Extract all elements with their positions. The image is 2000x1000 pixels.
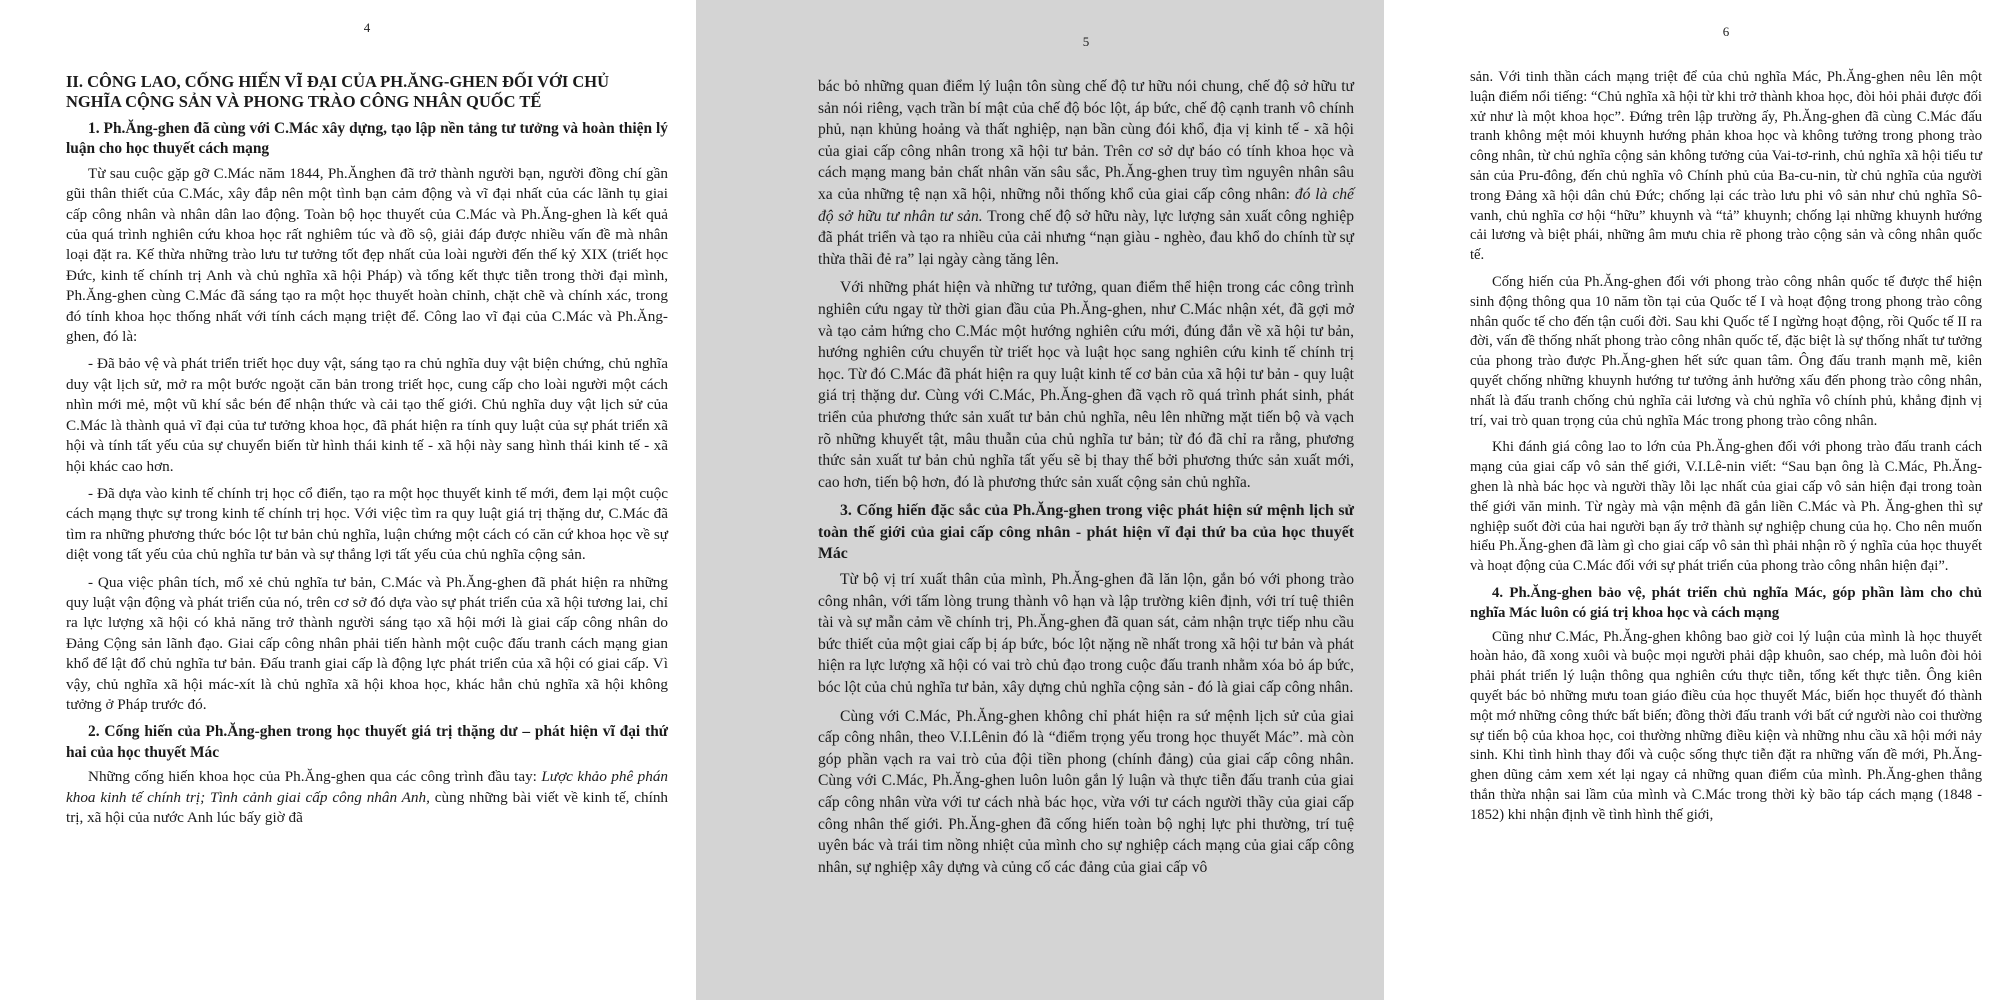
paragraph-rest: Trong chế độ sở hữu này, lực lượng sản xuất công nghiệp đã phát triển và tạo ra nhiều của cải nhưng “nạn giàu - nghèo, đau khổ do chính từ sự thừa thãi đẻ ra” lại ngày càng tăng lên.: [818, 207, 1354, 268]
page-6: [1384, 0, 2000, 1000]
paragraph: Khi đánh giá công lao to lớn của Ph.Ăng-ghen đối với phong trào đấu tranh cách mạng của giai cấp vô sản thế giới, V.I.Lê-nin viết: “Sau bạn ông là C.Mác, Ph.Ăng-ghen là nhà bác học và người thầy lỗi lạc nhất của giai cấp vô sản hiện đại trong toàn thế giới văn minh. Từ ngày mà vận mệnh đã gắn liền C.Mác và Ph. Ăng-ghen thì sự nghiệp suốt đời của hai người bạn ấy trở thành sự nghiệp chung của họ. Cho nên muốn hiểu Ph.Ăng-ghen đã làm gì cho giai cấp vô sản thì phải nhận rõ ý nghĩa của học thuyết và hoạt động của C.Mác đối với sự phát triển của phong trào công nhân hiện đại”.: [1470, 439, 1982, 575]
page-number: 6: [1722, 24, 1730, 39]
paragraph: Cùng với C.Mác, Ph.Ăng-ghen không chỉ phát hiện ra sứ mệnh lịch sử của giai cấp công nhân, theo V.I.Lênin đó là “điểm trọng yếu trong học thuyết Mác”. mà còn góp phần vạch ra vai trò của đội tiền phong (chính đảng) của giai cấp công nhân. Cùng với C.Mác, Ph.Ăng-ghen luôn luôn gắn lý luận và thực tiễn đấu tranh của giai cấp công nhân vừa với tư cách nhà bác học, vừa với tư cách người thầy của giai cấp công nhân thế giới. Ph.Ăng-ghen đã cống hiến toàn bộ nghị lực phi thường, trí tuệ uyên bác và trái tim nồng nhiệt của mình cho sự nghiệp cách mạng của giai cấp công nhân, sự nghiệp xây dựng và củng cố các đảng của giai cấp vô: [818, 707, 1354, 876]
paragraph: Từ bộ vị trí xuất thân của mình, Ph.Ăng-ghen đã lăn lộn, gắn bó với phong trào công nhân, với tấm lòng trung thành vô hạn và lập trường kiên định, với trí tuệ thiên tài và sự mẫn cảm về chính trị, Ph.Ăng-ghen đã quan sát, cảm nhận trực tiếp nhu cầu bức thiết của một giai cấp bị áp bức, bóc lột nặng nề nhất trong xã hội tư bản và phát hiện ra lực lượng xã hội có vai trò chủ đạo trong cuộc đấu tranh nhằm xóa bỏ áp bức, bóc lột của chủ nghĩa tư bản, xây dựng chủ nghĩa cộng sản - đó là giai cấp công nhân.: [818, 571, 1354, 697]
italic-work-titles: Lược khảo phê phán khoa kinh tế chính trị; Tình cảnh giai cấp công nhân Anh,: [66, 768, 669, 806]
page-number: 4: [363, 20, 371, 35]
paragraph-intro: Những cống hiến khoa học của Ph.Ăng-ghen qua các công trình đầu tay:: [88, 768, 537, 786]
paragraph: Cống hiến của Ph.Ăng-ghen đối với phong trào công nhân quốc tế được thể hiện sinh động thông qua 10 năm tồn tại của Quốc tế I và hoạt động trong phong trào công nhân quốc tế cho đến tận cuối đời. Sau khi Quốc tế I ngừng hoạt động, rồi Quốc tế II ra đời, vấn đề thống nhất phong trào công nhân quốc tế, đặc biệt là sự thống nhất tư tưởng của phong trào được Ph.Ăng-ghen hết sức quan tâm. Ông đấu tranh mạnh mẽ, kiên quyết chống những khuynh hướng tư tưởng ảnh hưởng xấu đến phong trào công nhân, nhất là đấu tranh chống chủ nghĩa cải lương và chủ nghĩa vô chính phủ, khẳng định vị trí, vai trò quan trọng của chủ nghĩa Mác trong phong trào công nhân.: [1470, 273, 1982, 429]
subheading-1: 1. Ph.Ăng-ghen đã cùng với C.Mác xây dựng, tạo lập nền tảng tư tưởng và hoàn thiện lý luận cho học thuyết cách mạng: [66, 120, 668, 158]
paragraph: - Đã dựa vào kinh tế chính trị học cổ điển, tạo ra một học thuyết kinh tế mới, đem lại một cuộc cách mạng thực sự trong kinh tế chính trị học. Với việc tìm ra quy luật giá trị thặng dư, C.Mác đã tìm ra những phương thức bóc lột tư bản chủ nghĩa, luận chứng một cách có căn cứ khoa học về sự diệt vong tất yếu của chủ nghĩa tư bản và sự thắng lợi tất yếu của chủ nghĩa cộng sản.: [66, 484, 668, 564]
page-4: [0, 0, 696, 1000]
paragraph: - Qua việc phân tích, mổ xẻ chủ nghĩa tư bản, C.Mác và Ph.Ăng-ghen đã phát hiện ra những quy luật vận động và phát triển của nó, trên cơ sở đó dựa vào sự phát triển của xã hội tương lai, chỉ ra lực lượng xã hội có khả năng trở thành người sáng tạo xã hội mới là giai cấp công nhân do Đảng Cộng sản lãnh đạo. Giai cấp công nhân phải tiến hành một cuộc đấu tranh cách mạng gian khổ để lật đổ chủ nghĩa tư bản. Đấu tranh giai cấp là động lực phát triển của xã hội có giai cấp. Vì vậy, chủ nghĩa xã hội mác-xít là chủ nghĩa xã hội khoa học, khác hẳn chủ nghĩa xã hội không tưởng ở Pháp trước đó.: [66, 573, 668, 713]
subheading-2: 2. Cống hiến của Ph.Ăng-ghen trong học thuyết giá trị thặng dư – phát hiện vĩ đại thứ hai của học thuyết Mác: [66, 723, 668, 761]
paragraph: Cũng như C.Mác, Ph.Ăng-ghen không bao giờ coi lý luận của mình là học thuyết hoàn hảo, đã xong xuôi và buộc mọi người phải dập khuôn, sao chép, mà luôn đòi hỏi phải phát triển lý luận thông qua nghiên cứu thực tiễn, tổng kết thực tiễn. Ông kiên quyết bác bỏ những mưu toan giáo điều của học thuyết Mác, biến học thuyết đó thành một mớ những công thức bất biến; đồng thời đấu tranh với bất cứ người nào coi thường sự tiến bộ của khoa học, coi thường những điều kiện và những nhu cầu xã hội mới nảy sinh. Khi tình hình thay đổi và cuộc sống thực tiễn đặt ra những vấn đề mới, Ph.Ăng-ghen dũng cảm xem xét lại ngay cả những quan điểm của mình. Ph.Ăng-ghen thẳng thắn thừa nhận sai lầm của mình và C.Mác trong thời kỳ bão táp cách mạng (1848 - 1852) khi nhận định về tình hình thế giới,: [1470, 628, 1982, 823]
italic-phrase: đó là chế độ sở hữu tư nhân tư sản.: [818, 185, 1354, 225]
paragraph-rest: cùng những bài viết về kinh tế, chính trị, xã hội của nước Anh lúc bấy giờ đã: [66, 788, 669, 826]
page-5: [696, 0, 1384, 1000]
paragraph: - Đã bảo vệ và phát triển triết học duy vật, sáng tạo ra chủ nghĩa duy vật biện chứng, chủ nghĩa duy vật lịch sử, mở ra một bước ngoặt căn bản trong triết học, cung cấp cho loài người một cách nhìn mới mẻ, một vũ khí sắc bén để nhận thức và cải tạo thế giới. Chủ nghĩa duy vật lịch sử của C.Mác là thành quả vĩ đại của tư tưởng khoa học, đã phát hiện ra tính quy luật của sự phát triển xã hội và tính tất yếu của sự chuyển biến từ hình thái kinh tế - xã hội này sang hình thái kinh tế - xã hội khác cao hơn.: [66, 355, 668, 475]
subheading-4: 4. Ph.Ăng-ghen bảo vệ, phát triển chủ nghĩa Mác, góp phần làm cho chủ nghĩa Mác luôn có giá trị khoa học và cách mạng: [1470, 584, 1982, 621]
paragraph: [818, 76, 1354, 270]
paragraph: sản. Với tinh thần cách mạng triệt để của chủ nghĩa Mác, Ph.Ăng-ghen nêu lên một luận điểm nổi tiếng: “Chủ nghĩa xã hội từ khi trở thành khoa học, đòi hỏi phải được đối xử như là một khoa học”. Đứng trên lập trường ấy, Ph.Ăng-ghen đã cùng C.Mác đấu tranh không mệt mỏi khuynh hướng phản khoa học và không tưởng trong phong trào công nhân, từ chủ nghĩa cộng sản không tưởng của Vai-tơ-rinh, chủ nghĩa xã hội tiểu tư sản của Pru-đông, đến chủ nghĩa vô Chính phủ của Ba-cu-nin, từ chủ nghĩa của người trong Đảng xã hội dân chủ Đức; chống lại các trào lưu phi vô sản như chủ nghĩa Sô-vanh, chủ nghĩa cơ hội “hữu” khuynh và “tả” khuynh; chống lại những khuynh hướng cải lương và biệt phái, những âm mưu chia rẽ phong trào cộng sản và công nhân quốc tế.: [1470, 69, 1982, 264]
paragraph: [66, 767, 668, 828]
paragraph: Từ sau cuộc gặp gỡ C.Mác năm 1844, Ph.Ănghen đã trở thành người bạn, người đồng chí gần gũi thân thiết của C.Mác, xây đắp nên một tình bạn cảm động và vĩ đại nhất của các lãnh tụ giai cấp công nhân và nhân dân lao động. Toàn bộ học thuyết của C.Mác và Ph.Ăng-ghen là kết quả của quá trình nghiên cứu khoa học rất nghiêm túc và đồ sộ, giải đáp được nhiều vấn đề mà nhân loại đặt ra. Kế thừa những trào lưu tư tưởng tốt đẹp nhất của loài người đến thế kỷ XIX (triết học Đức, kinh tế chính trị Anh và chủ nghĩa xã hội Pháp) và tổng kết thực tiễn trong thời đại mình, Ph.Ăng-ghen cùng C.Mác đã sáng tạo ra một học thuyết hoàn chỉnh, chặt chẽ và chính xác, trong đó tính khoa học thống nhất với tính cách mạng triệt để. Công lao vĩ đại của C.Mác và Ph.Ăng-ghen, đó là:: [66, 164, 668, 346]
paragraph: Với những phát hiện và những tư tưởng, quan điểm thể hiện trong các công trình nghiên cứu ngay từ thời gian đầu của Ph.Ăng-ghen, như C.Mác nhận xét, đã gợi mở và tạo cảm hứng cho C.Mác một hướng nghiên cứu mới, đúng đắn về xã hội tư bản, hướng nghiên cứu chuyển từ triết học và luật học sang nghiên cứu kinh tế chính trị học. Từ đó C.Mác đã phát hiện ra quy luật kinh tế cơ bản của xã hội tư bản - quy luật giá trị thặng dư. Cùng với C.Mác, Ph.Ăng-ghen đã vạch rõ quá trình phát sinh, phát triển của phương thức sản xuất tư bản chủ nghĩa, nêu lên những mặt tiến bộ và vạch rõ những khuyết tật, mâu thuẫn của chủ nghĩa tư bản; từ đó đã chỉ ra rằng, phương thức sản xuất tư bản chủ nghĩa tất yếu sẽ bị thay thế bởi phương thức sản xuất mới, cao hơn, tiến bộ hơn, đó là phương thức sản xuất cộng sản chủ nghĩa.: [818, 279, 1354, 491]
page-number: 5: [1082, 34, 1090, 49]
paragraph-main: bác bỏ những quan điểm lý luận tôn sùng chế độ tư hữu nói chung, chế độ sở hữu tư sản nói riêng, vạch trần bí mật của chế độ bóc lột, áp bức, chế độ cạnh tranh vô chính phủ, nạn khủng hoảng và thất nghiệp, nạn bần cùng đói khổ, địa vị kinh tế - xã hội của giai cấp công nhân trong xã hội tư bản. Trên cơ sở dự báo có tính khoa học và cách mạng mang bản chất nhân văn sâu sắc, Ph.Ăng-ghen truy tìm nguyên nhân sâu xa của những tệ nạn xã hội, những nỗi thống khổ của giai cấp công nhân:: [818, 78, 1354, 203]
section-heading: II. CÔNG LAO, CỐNG HIẾN VĨ ĐẠI CỦA PH.ĂNG-GHEN ĐỐI VỚI CHỦ NGHĨA CỘNG SẢN VÀ PHONG TRÀO CÔNG NHÂN QUỐC TẾ: [66, 72, 610, 111]
subheading-3: 3. Cống hiến đặc sắc của Ph.Ăng-ghen trong việc phát hiện sứ mệnh lịch sử toàn thế giới của giai cấp công nhân - phát hiện vĩ đại thứ ba của học thuyết Mác: [818, 502, 1354, 563]
